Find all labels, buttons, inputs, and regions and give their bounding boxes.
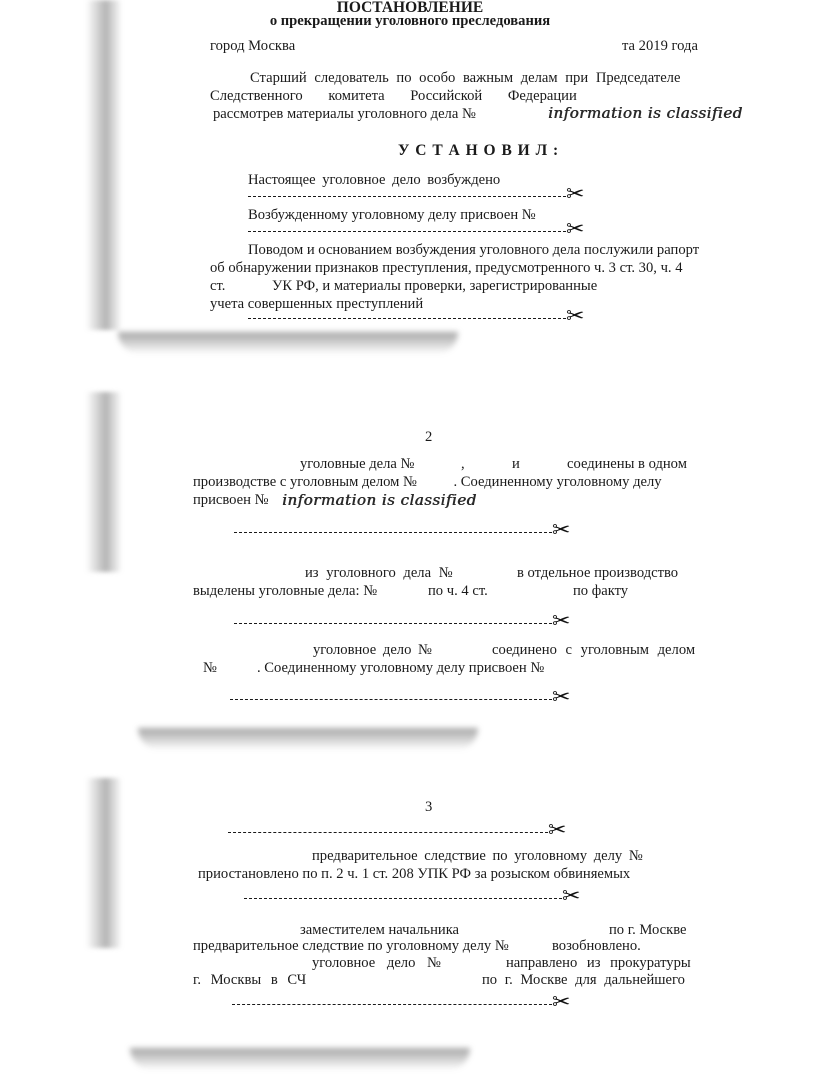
paragraph-1: Настоящее уголовное дело возбуждено	[248, 172, 501, 188]
section-heading: У С Т А Н О В И Л :	[398, 142, 560, 159]
scissors-icon: ✂	[562, 884, 581, 909]
paragraph-3-line-3b: УК РФ, и материалы проверки, зарегистрированные	[272, 278, 598, 294]
block-b-line-2b: по ч. 4 ст.	[428, 583, 488, 599]
intro-line-2: Следственного комитета Российской Федерации	[210, 88, 577, 104]
scan-shadow-bottom	[138, 728, 478, 750]
block-a-line-2: приостановлено по п. 2 ч. 1 ст. 208 УПК РФ за розыском обвиняемых	[198, 866, 631, 882]
document-page-2	[0, 392, 816, 744]
scan-shadow-left	[86, 0, 122, 330]
intro-line-1: Старший следователь по особо важным делам при Председателе	[250, 70, 681, 86]
redaction-cut-line	[232, 990, 592, 1015]
document-subtitle: о прекращении уголовного преследования	[269, 13, 551, 29]
block-a-line-3: присвоен №	[193, 492, 269, 508]
scissors-icon: ✂	[566, 217, 585, 242]
document-page-3	[0, 778, 816, 1087]
redaction-cut-line	[234, 518, 594, 543]
block-a-line-1b: ,	[461, 456, 465, 472]
block-c-line-1b: соединено с уголовным делом	[492, 642, 696, 658]
block-b-line-2a: предварительное следствие по уголовному делу №	[193, 938, 509, 954]
paragraph-3-line-4: учета совершенных преступлений	[210, 296, 424, 312]
page-number: 3	[425, 799, 433, 815]
scan-shadow-bottom	[130, 1048, 470, 1070]
block-b-line-3a: уголовное дело №	[312, 955, 441, 971]
block-b-line-2c: по факту	[573, 583, 629, 599]
scan-shadow-left	[86, 392, 122, 572]
block-b-line-1b: в отдельное производство	[517, 565, 679, 581]
paragraph-3-line-1: Поводом и основанием возбуждения уголовного дела послужили рапорт	[248, 242, 700, 258]
block-a-line-2: производстве с уголовным делом № . Соединенному уголовному делу	[193, 474, 662, 490]
block-c-line-2b: . Соединенному уголовному делу присвоен №	[257, 660, 545, 676]
block-b-line-4b: по г. Москве для дальнейшего	[482, 972, 685, 988]
redaction-cut-line	[228, 818, 588, 843]
classified-stamp: information is classified	[548, 104, 743, 122]
scissors-icon: ✂	[552, 990, 571, 1015]
intro-line-3: рассмотрев материалы уголовного дела №	[213, 106, 476, 122]
block-c-line-1a: уголовное дело №	[313, 642, 432, 658]
block-a-line-1a: уголовные дела №	[300, 456, 415, 472]
block-b-line-2b: возобновлено.	[552, 938, 641, 954]
date: та 2019 года	[622, 38, 698, 54]
document-title: ПОСТАНОВЛЕНИЕ	[336, 0, 484, 16]
scissors-icon: ✂	[566, 182, 585, 207]
block-b-line-4a: г. Москвы в СЧ	[193, 972, 307, 988]
block-b-line-1b: по г. Москве	[609, 922, 687, 938]
redaction-cut-line	[248, 217, 608, 242]
page-number: 2	[425, 429, 433, 445]
block-c-line-2a: №	[203, 660, 217, 676]
paragraph-3-line-2: об обнаружении признаков преступления, предусмотренного ч. 3 ст. 30, ч. 4	[210, 260, 683, 276]
scissors-icon: ✂	[566, 304, 585, 329]
block-a-line-1c: и	[512, 456, 520, 472]
block-b-line-3b: направлено из прокуратуры	[506, 955, 691, 971]
document-page-1	[0, 0, 816, 340]
redaction-cut-line	[230, 685, 590, 710]
redaction-cut-line	[234, 609, 594, 634]
block-a-line-1d: соединены в одном	[567, 456, 687, 472]
redaction-cut-line	[244, 884, 604, 909]
block-b-line-1a: заместителем начальника	[300, 922, 460, 938]
city: город Москва	[210, 38, 296, 54]
scan-shadow-left	[86, 778, 122, 948]
redaction-cut-line	[248, 182, 608, 207]
block-b-line-1a: из уголовного дела №	[305, 565, 453, 581]
scissors-icon: ✂	[552, 685, 571, 710]
block-b-line-2a: выделены уголовные дела: №	[193, 583, 378, 599]
scissors-icon: ✂	[552, 609, 571, 634]
scissors-icon: ✂	[548, 818, 567, 843]
paragraph-3-line-3a: ст.	[210, 278, 226, 294]
scan-shadow-bottom	[118, 332, 458, 354]
scissors-icon: ✂	[552, 518, 571, 543]
redaction-cut-line	[248, 304, 608, 329]
paragraph-2: Возбужденному уголовному делу присвоен №	[248, 207, 536, 223]
block-a-line-1: предварительное следствие по уголовному делу №	[312, 848, 643, 864]
classified-stamp: information is classified	[282, 491, 477, 509]
